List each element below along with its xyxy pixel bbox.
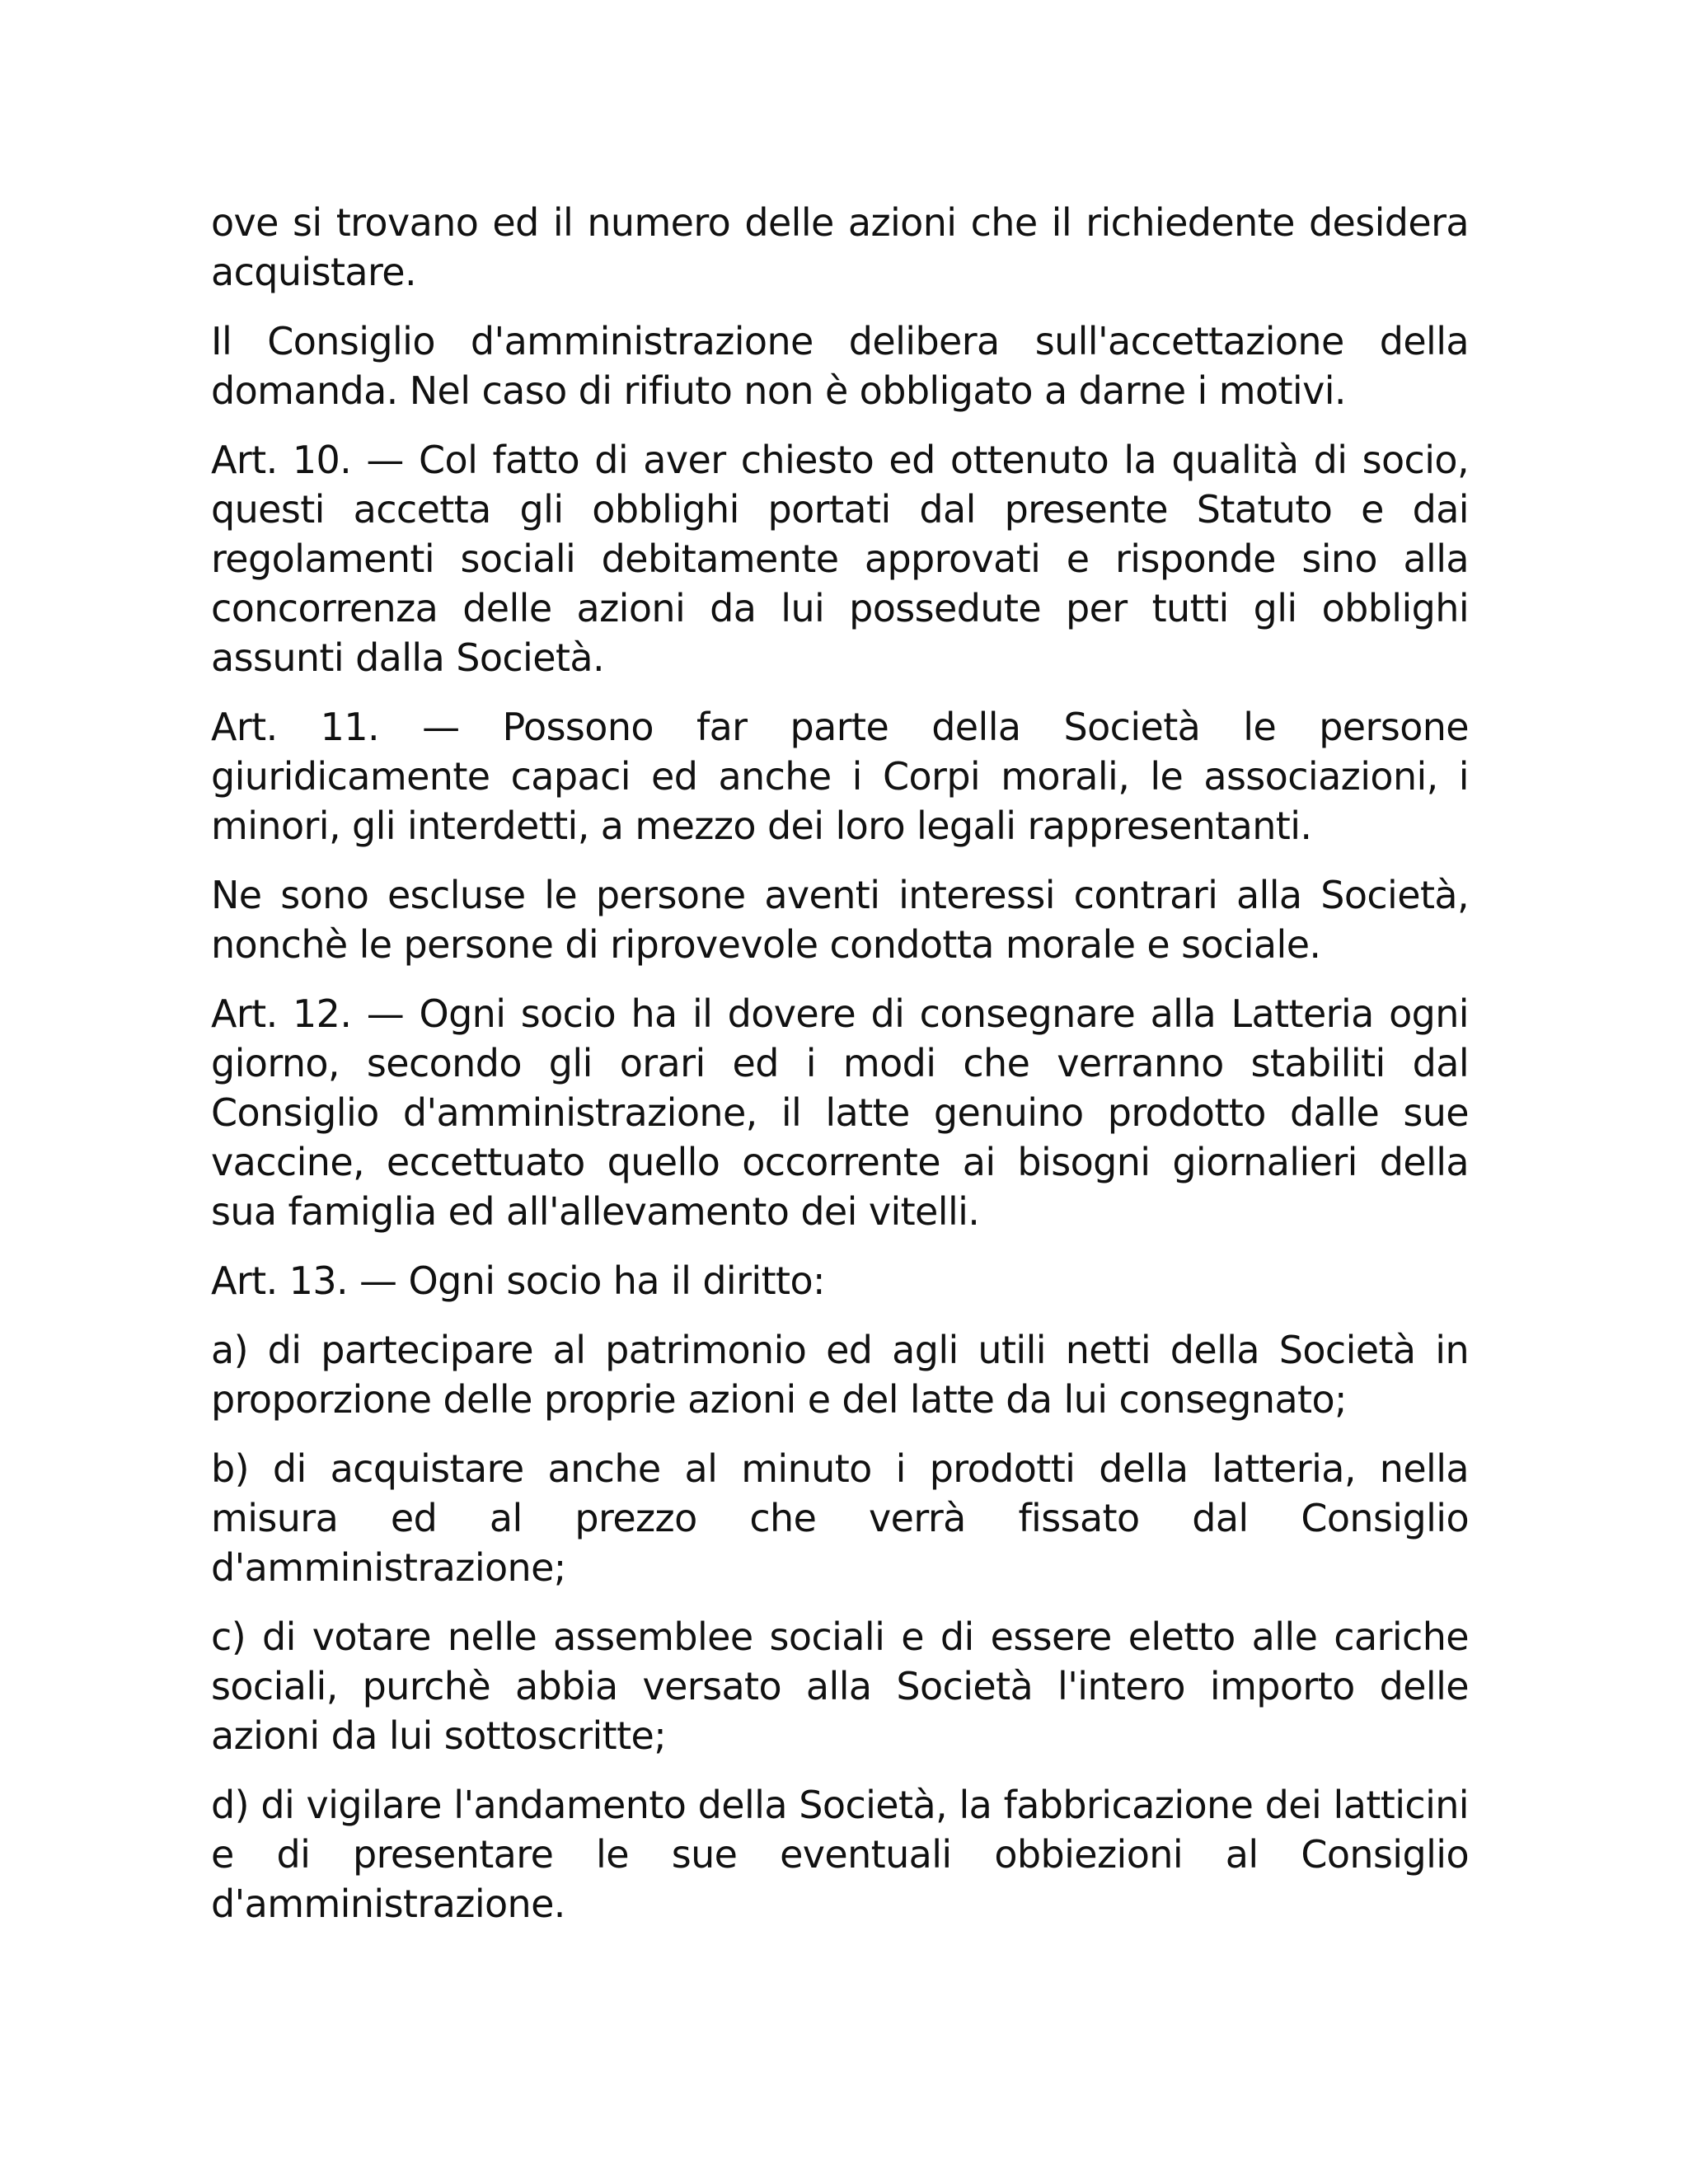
paragraph-item-d: d) di vigilare l'andamento della Società, la fabbricazione dei latticini e di presentare le sue eventuali obbiezioni al Consiglio d'amministrazione. — [211, 1783, 1469, 1926]
document-body — [211, 198, 1469, 1948]
paragraph-art-12: Art. 12. — Ogni socio ha il dovere di consegnare alla Latteria ogni giorno, secondo gli orari ed i modi che verranno stabiliti dal Consiglio d'amministrazione, il latte genuino prodotto dalle sue vaccine, eccettuato quello occorrente ai bisogni giornalieri della sua famiglia ed all'allevamento dei vitelli. — [211, 991, 1469, 1234]
paragraph-consiglio-delibera: Il Consiglio d'amministrazione delibera sull'accettazione della domanda. Nel caso di rifiuto non è obbligato a darne i motivi. — [211, 319, 1469, 413]
paragraph-item-a: a) di partecipare al patrimonio ed agli utili netti della Società in proporzione delle proprie azioni e del latte da lui consegnato; — [211, 1328, 1469, 1422]
paragraph-art-13: Art. 13. — Ogni socio ha il diritto: — [211, 1258, 825, 1303]
paragraph-item-c: c) di votare nelle assemblee sociali e di essere eletto alle cariche sociali, purchè abbia versato alla Società l'intero importo delle azioni da lui sottoscritte; — [211, 1615, 1469, 1758]
paragraph-art-10: Art. 10. — Col fatto di aver chiesto ed ottenuto la qualità di socio, questi accetta gli obblighi portati dal presente Statuto e dai regolamenti sociali debitamente approvati e risponde sino alla concorrenza delle azioni da lui possedute per tutti gli obblighi assunti dalla Società. — [211, 438, 1469, 680]
paragraph-art-11: Art. 11. — Possono far parte della Società le persone giuridicamente capaci ed anche i Corpi morali, le associazioni, i minori, gli interdetti, a mezzo dei loro legali rappresentanti. — [211, 705, 1469, 848]
paragraph-item-b: b) di acquistare anche al minuto i prodotti della latteria, nella misura ed al prezzo che verrà fissato dal Consiglio d'amministrazione; — [211, 1446, 1469, 1590]
paragraph-esclusioni: Ne sono escluse le persone aventi interessi contrari alla Società, nonchè le persone di riprovevole condotta morale e sociale. — [211, 873, 1469, 967]
paragraph-continuation: ove si trovano ed il numero delle azioni che il richiedente desidera acquistare. — [211, 200, 1469, 294]
